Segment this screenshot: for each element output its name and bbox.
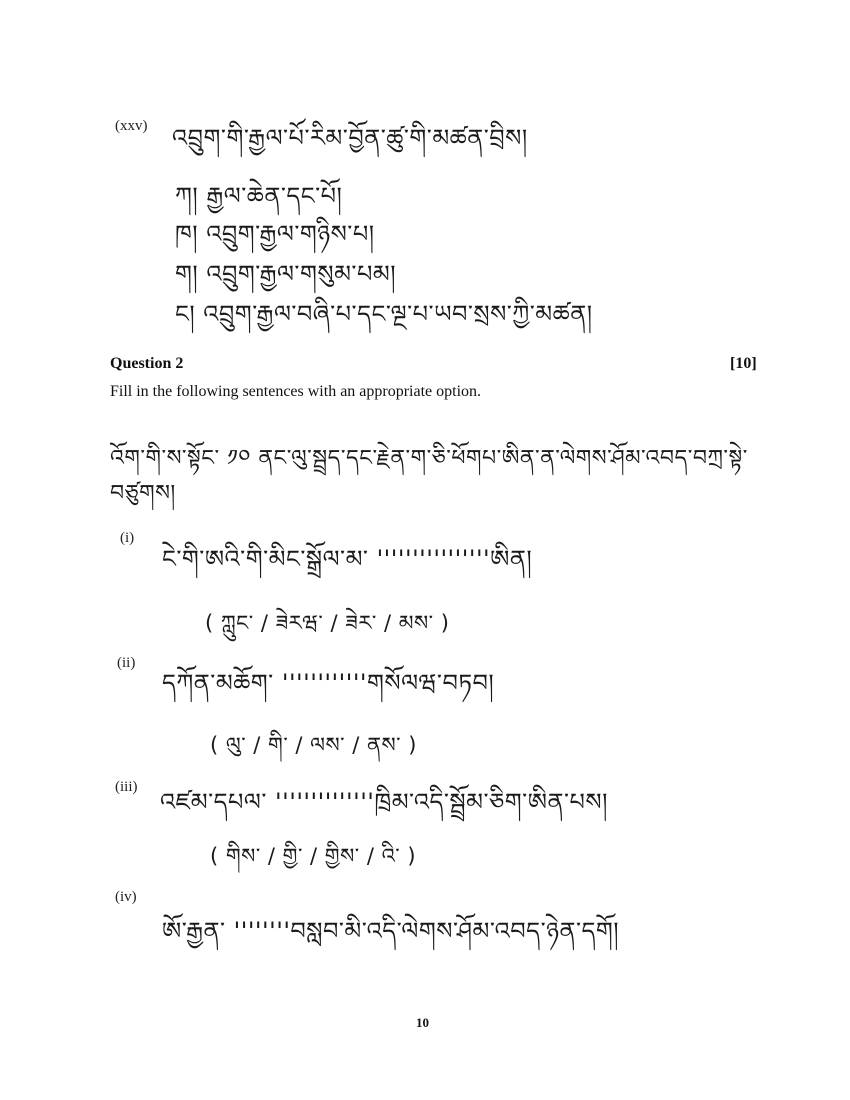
tibetan-instruction-line1: འོག་གི་ས་སྟོང་ ༡༠ ནང་ལུ་སྦྲད་དང་རྗེན་ག་ཅི་ཕོགཔ་ཨིན་ན་ལེགས་ཤོམ་འབད་བཀྲ་སྟེ་ — [110, 446, 748, 471]
page-number: 10 — [416, 1015, 429, 1030]
question-number-xxv: (xxv) — [115, 118, 148, 134]
item-stem-ii: དཀོན་མཆོག་ ''''''''''''གསོལཝ་བཏབ། — [162, 669, 495, 697]
item-options-ii: ( ལུ་ / གི་ / ལས་ / ནས་ ) — [210, 733, 417, 757]
item-label-iv: (iv) — [115, 889, 137, 905]
item-label-iii: (iii) — [115, 779, 138, 795]
option-ga: ག། འབྲུག་རྒྱལ་གསུམ་པམ། — [175, 260, 397, 288]
question-2-title: Question 2 — [110, 355, 184, 372]
tibetan-instruction-line2: བཙུགས། — [110, 481, 176, 506]
item-options-iii: ( གིས་ / གྱི་ / གྱིས་ / འི་ ) — [210, 844, 417, 868]
option-kha: ཁ། འབྲུག་རྒྱལ་གཉིས་པ། — [175, 220, 375, 248]
option-ka: ཀ། རྒྱལ་ཆེན་དང་པོ། — [175, 182, 343, 210]
item-stem-iv: ཨོ་རྒྱན་ ''''''''བསླབ་མི་འདི་ལེགས་ཤོམ་འབད་ཉེན་དགོ། — [162, 917, 620, 945]
question-2-instruction: Fill in the following sentences with an appropriate option. — [110, 383, 482, 400]
item-options-i: ( ཀླུང་ / ཟེརཝ་ / ཟེར་ / མས་ ) — [205, 611, 450, 635]
question-xxv-stem: འབྲུག་གི་རྒྱལ་པོ་རིམ་བྱོན་ཚུ་གི་མཚན་བྲིས། — [172, 124, 528, 152]
item-label-i: (i) — [120, 530, 135, 546]
item-label-ii: (ii) — [117, 655, 136, 671]
item-stem-i: ངེ་གི་ཨའི་གི་མིང་སྒྲོལ་མ་ ''''''''''''''''ཨིན། — [162, 545, 533, 573]
question-2-marks: [10] — [730, 355, 757, 372]
item-stem-iii: འཛམ་དཔལ་ ''''''''''''''ཁྲིམ་འདི་སྦྲོམ་ཅིག་ཨིན་པས། — [160, 788, 608, 816]
option-nga: ང། འབྲུག་རྒྱལ་བཞི་པ་དང་ལྔ་པ་ཡབ་སྲས་ཀྱི་མཚན། — [175, 300, 593, 328]
